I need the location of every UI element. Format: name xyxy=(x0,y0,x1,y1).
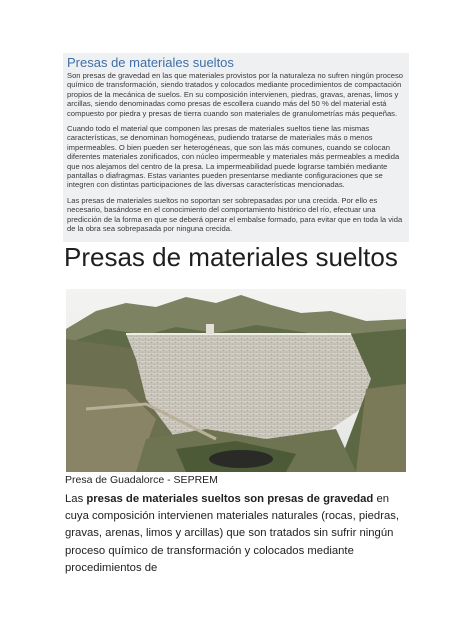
body-text-part-2: en cuya composición intervienen materiales naturales (rocas, piedras, gravas, arenas, limos y arcillas) que son tratados sin sufrir ningún proceso químico de transformación y colocados mediante procedimientos de xyxy=(65,493,400,574)
body-paragraph xyxy=(65,491,410,577)
summary-card xyxy=(63,53,409,242)
page-title: Presas de materiales sueltos xyxy=(64,242,398,272)
card-paragraph-3: Las presas de materiales sueltos no soportan ser sobrepasadas por una crecida. Por ello es necesario, basándose en el conocimiento del comportamiento histórico del río, efectuar una predicción de la forma en que se deberá operar el embalse formado, para evitar que en toda la vida de la obra sea sobrepasada por ninguna crecida. xyxy=(67,195,403,234)
body-text-bold: presas de materiales sueltos son presas de gravedad xyxy=(86,493,374,505)
card-title: Presas de materiales sueltos xyxy=(67,55,234,70)
card-paragraph-2: Cuando todo el material que componen las presas de materiales sueltos tiene las mismas características, se denominan homogéneas, pudiendo tratarse de materiales más o menos impermeables. O bien pueden ser heterogéneas, que son las más comunes, cuando se colocan diferentes materiales zonificados, con núcleo impermeable y materiales más permeables a medida que nos alejamos del centro de la presa. La impermeabilidad puede lograrse también mediante pantallas o diafragmas. Estas variantes pueden presentarse mediante configuraciones que se integren con distintas participaciones de las diversas características mencionadas. xyxy=(67,124,400,190)
body-text-part-1: Las xyxy=(65,493,87,505)
dam-photo xyxy=(66,289,406,472)
photo-caption: Presa de Guadalorce - SEPREM xyxy=(65,474,218,486)
card-paragraph-1: Son presas de gravedad en las que materiales provistos por la naturaleza no sufren ningún proceso químico de transformación, siendo tratados y colocados mediante procedimientos de compactación propios de la mecánica de suelos. En su composición intervienen, piedras, gravas, arenas, limos y arcillas, siendo denominadas como presas de escollera cuando más del 50 % del material está compuesto por piedra y presas de tierra cuando son materiales de granulometrías más pequeñas. xyxy=(67,71,404,118)
